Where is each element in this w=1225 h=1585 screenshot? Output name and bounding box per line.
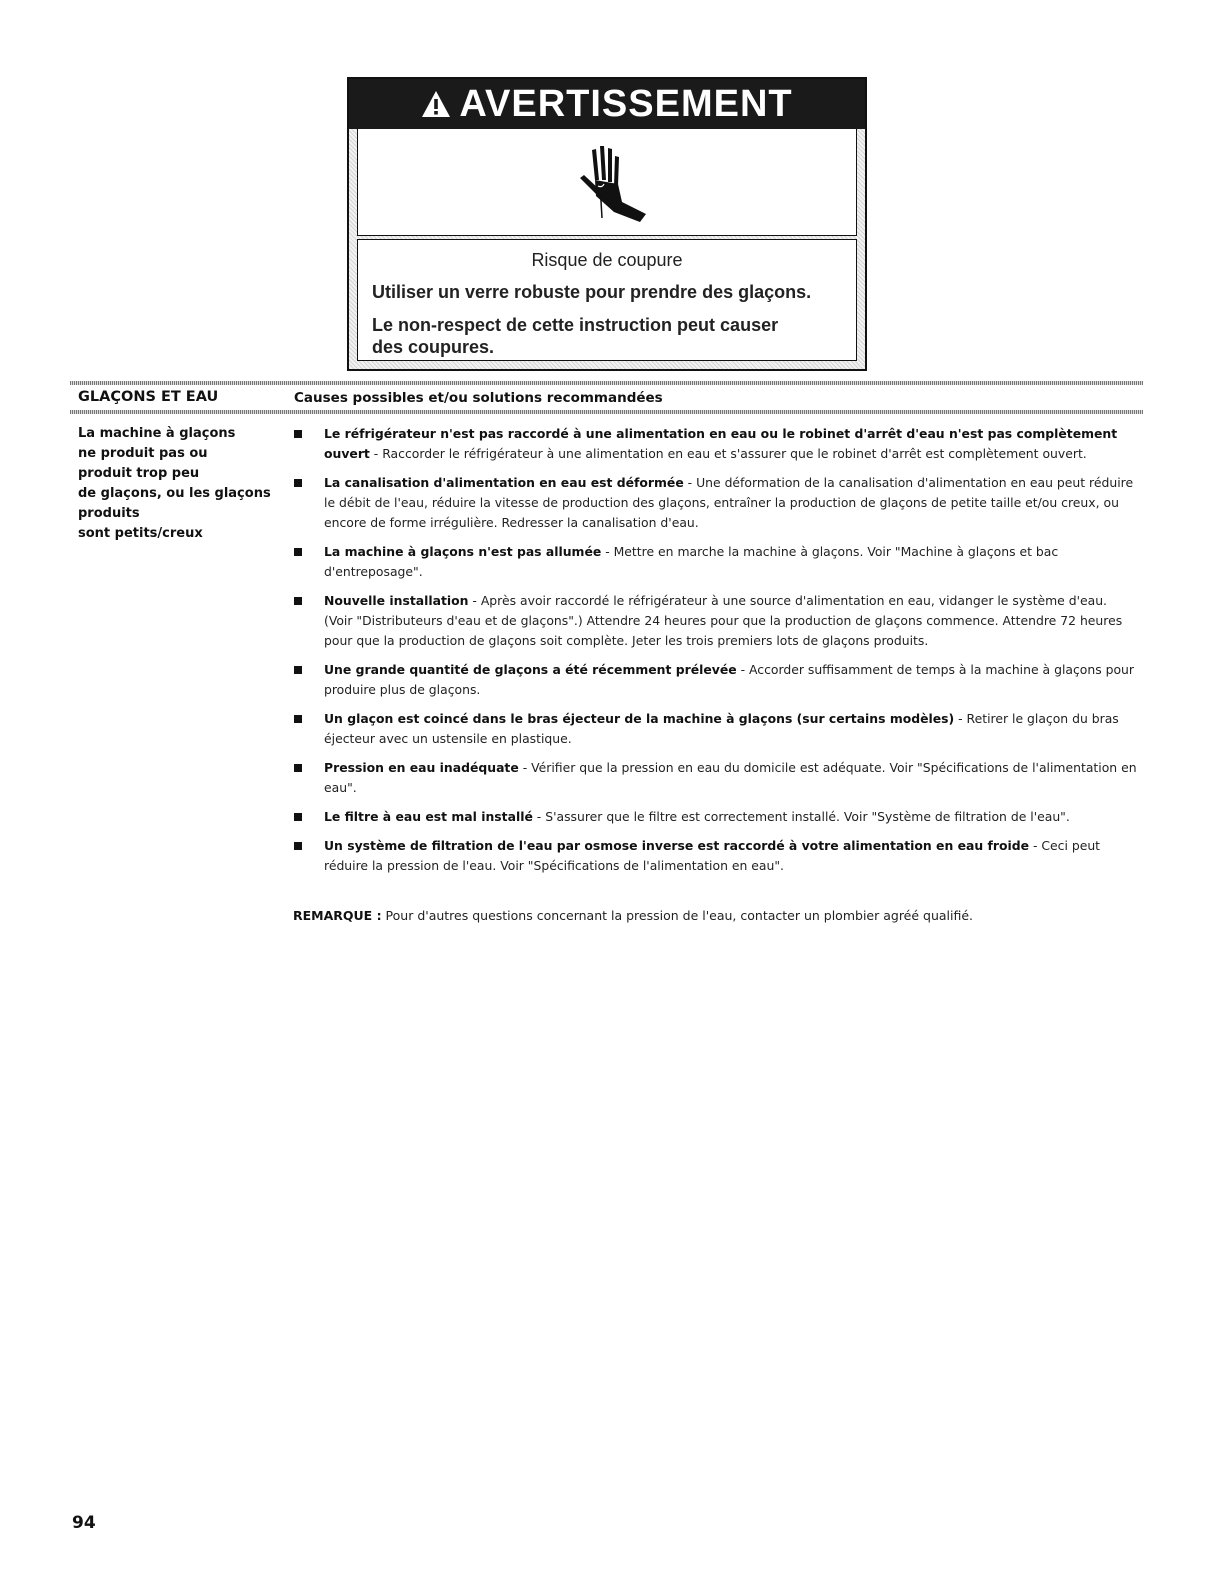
causes-list <box>293 424 1138 885</box>
cause-solution: - Une déformation de la canalisation d'alimentation en eau peut réduire le débit de l'eau, réduire la vitesse de production des glaçons, entraîner la production de glaçons de petite taille et/ou creux, ou encore de forme irrégulière. Redresser la canalisation d'eau. <box>324 475 1134 530</box>
problem-line: de glaçons, ou les glaçons <box>78 486 271 501</box>
warning-text-area <box>357 239 857 361</box>
cause-title: Nouvelle installation <box>324 593 469 608</box>
cause-title: Un système de filtration de l'eau par osmose inverse est raccordé à votre alimentation en eau froide <box>324 838 1030 853</box>
bullet-square-icon <box>294 715 302 723</box>
cause-item <box>293 424 1138 464</box>
cause-title: Un glaçon est coincé dans le bras éjecteur de la machine à glaçons (sur certains modèles) <box>324 711 955 726</box>
problem-line: produit trop peu <box>78 466 200 481</box>
cause-solution: - S'assurer que le filtre est correctement installé. Voir "Système de filtration de l'eau". <box>532 809 1070 824</box>
table-header-causes: Causes possibles et/ou solutions recommandées <box>294 390 663 406</box>
warning-box <box>347 77 867 371</box>
cause-item <box>293 591 1138 651</box>
problem-description <box>78 424 278 544</box>
cause-solution: - Vérifier que la pression en eau du domicile est adéquate. Voir "Spécifications de l'alimentation en eau". <box>324 760 1137 795</box>
cause-solution: - Raccorder le réfrigérateur à une alimentation en eau et s'assurer que le robinet d'arrêt est complètement ouvert. <box>369 446 1087 461</box>
table-top-rule <box>70 381 1143 385</box>
cause-title: La canalisation d'alimentation en eau est déformée <box>324 475 684 490</box>
bullet-square-icon <box>294 548 302 556</box>
bullet-square-icon <box>294 842 302 850</box>
cause-item <box>293 473 1138 533</box>
cause-solution: - Après avoir raccordé le réfrigérateur à une source d'alimentation en eau, vidanger le système d'eau. (Voir "Distributeurs d'eau et de glaçons".) Attendre 24 heures pour que la production de glaçons commence. Attendre 72 heures pour que la production de glaçons soit complète. Jeter les trois premiers lots de glaçons produits. <box>324 593 1123 648</box>
page-number: 94 <box>72 1513 96 1533</box>
cause-title: Le réfrigérateur n'est pas raccordé à une alimentation en eau ou le robinet d'arrêt d'eau n'est pas complètement ouvert <box>324 426 1118 461</box>
cause-solution: - Ceci peut réduire la pression de l'eau. Voir "Spécifications de l'alimentation en eau". <box>324 838 1101 873</box>
table-header-problem: GLAÇONS ET EAU <box>78 389 219 405</box>
problem-line: ne produit pas ou <box>78 446 208 461</box>
warning-title: AVERTISSEMENT <box>459 82 793 125</box>
problem-line: produits <box>78 506 140 521</box>
cause-item <box>293 542 1138 582</box>
cause-title: Pression en eau inadéquate <box>324 760 519 775</box>
cause-item <box>293 836 1138 876</box>
bullet-square-icon <box>294 813 302 821</box>
cause-item <box>293 660 1138 700</box>
bullet-square-icon <box>294 479 302 487</box>
warning-triangle-icon <box>421 90 451 118</box>
cause-title: Une grande quantité de glaçons a été récemment prélevée <box>324 662 737 677</box>
cause-title: Le filtre à eau est mal installé <box>324 809 533 824</box>
bullet-square-icon <box>294 597 302 605</box>
cause-item <box>293 807 1138 827</box>
cause-item <box>293 709 1138 749</box>
problem-line: La machine à glaçons <box>78 426 236 441</box>
bullet-square-icon <box>294 764 302 772</box>
risk-title: Risque de coupure <box>531 250 683 270</box>
bullet-square-icon <box>294 666 302 674</box>
cause-item <box>293 758 1138 798</box>
warning-instruction: Utiliser un verre robuste pour prendre des glaçons. <box>372 282 812 302</box>
warning-consequence: Le non-respect de cette instruction peut causer des coupures. <box>372 315 779 357</box>
cause-solution: - Accorder suffisamment de temps à la machine à glaçons pour produire plus de glaçons. <box>324 662 1135 697</box>
note <box>293 908 973 923</box>
table-header-rule <box>70 410 1143 414</box>
problem-line: sont petits/creux <box>78 526 203 541</box>
note-text: Pour d'autres questions concernant la pression de l'eau, contacter un plombier agréé qualifié. <box>381 908 974 923</box>
warning-header <box>349 79 865 129</box>
bullet-square-icon <box>294 430 302 438</box>
cut-hand-icon <box>562 142 652 222</box>
cause-solution: - Retirer le glaçon du bras éjecteur avec un ustensile en plastique. <box>324 711 1119 746</box>
cause-title: La machine à glaçons n'est pas allumée <box>324 544 602 559</box>
cause-solution: - Mettre en marche la machine à glaçons. Voir "Machine à glaçons et bac d'entreposage". <box>324 544 1059 579</box>
note-label: REMARQUE : <box>293 908 382 923</box>
hazard-symbol-area <box>357 129 857 236</box>
